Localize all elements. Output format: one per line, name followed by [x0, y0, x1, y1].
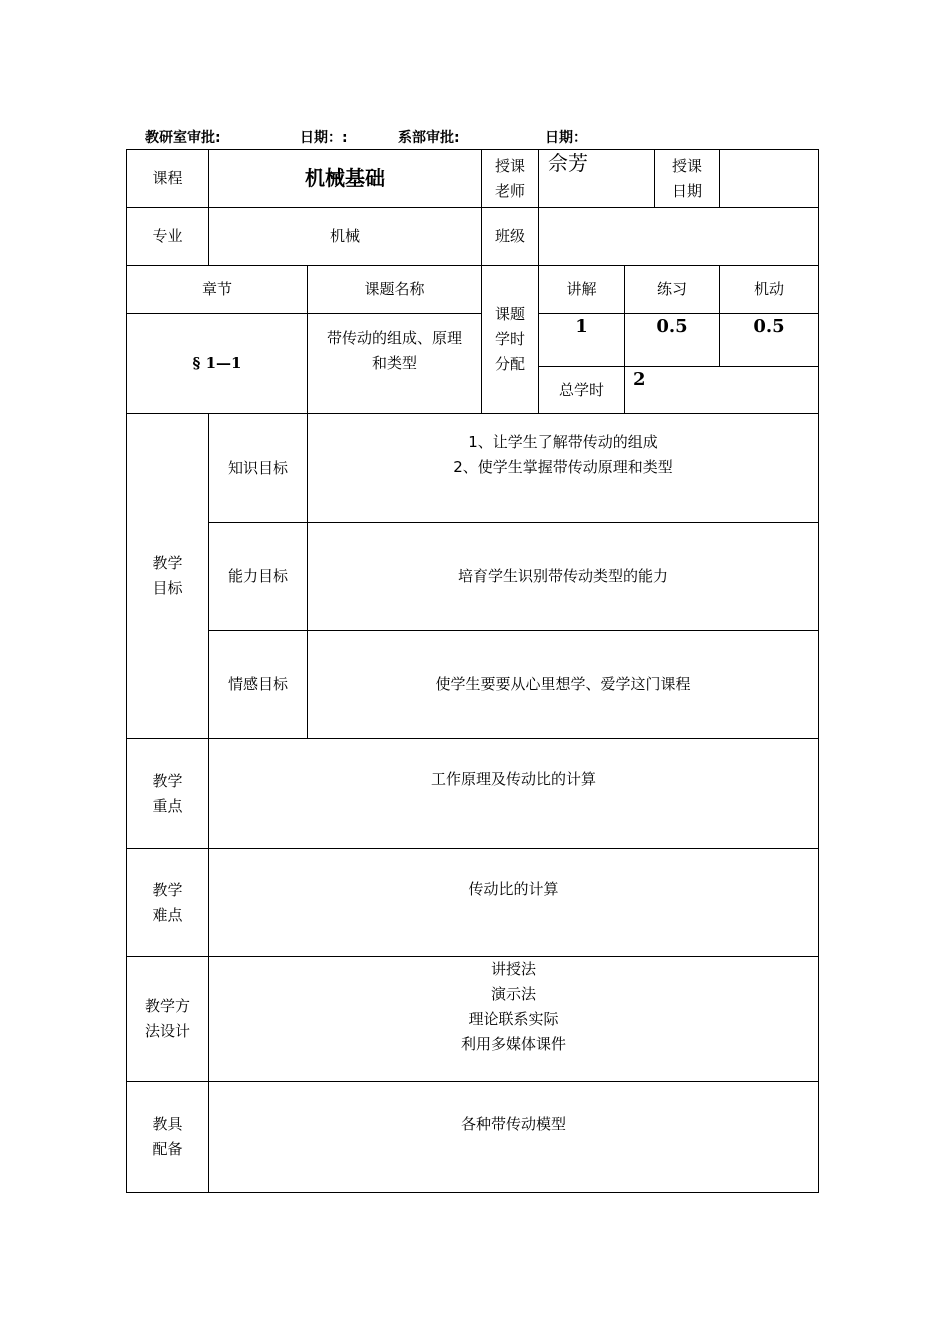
teacher-value: 佘芳 [548, 151, 588, 175]
practice-label: 练习 [624, 265, 720, 314]
methods-label-line2: 法设计 [144, 1022, 190, 1040]
hours-label-line1: 课题 [494, 305, 525, 323]
equipment-label-line2: 配备 [152, 1140, 183, 1158]
teacher-label [481, 149, 539, 208]
methods-label-line1: 教学方 [144, 997, 190, 1015]
chapter-label: 章节 [126, 265, 308, 314]
teach-date-label [654, 149, 720, 208]
major-label: 专业 [126, 207, 209, 266]
difficulties-label-line1: 教学 [152, 880, 183, 899]
methods-value-cell [208, 956, 819, 1082]
knowledge-objective-value [307, 413, 819, 523]
equipment-value-cell [208, 1081, 819, 1193]
lecture-value: 1 [538, 313, 625, 367]
topic-value [307, 313, 482, 414]
knowledge-line2: 2、使学生掌握带传动原理和类型 [453, 458, 673, 476]
class-value [538, 207, 819, 266]
emotion-objective-value: 使学生要要从心里想学、爱学这门课程 [307, 630, 819, 739]
objectives-label-line1: 教学 [152, 554, 183, 572]
ability-objective-label: 能力目标 [208, 522, 308, 631]
key-points-label-line2: 重点 [152, 796, 183, 815]
course-value: 机械基础 [208, 149, 482, 208]
knowledge-line1: 1、让学生了解带传动的组成 [468, 433, 658, 451]
teach-date-label-line1: 授课 [671, 156, 702, 175]
key-points-value: 工作原理及传动比的计算 [430, 770, 596, 788]
total-hours-label: 总学时 [538, 366, 625, 414]
key-points-value-cell [208, 738, 819, 849]
teach-date-label-line2: 日期 [671, 181, 702, 200]
topic-value-line2: 和类型 [371, 354, 417, 372]
lecture-label: 讲解 [538, 265, 625, 314]
equipment-value: 各种带传动模型 [460, 1115, 566, 1133]
chapter-value: § 1—1 [126, 313, 308, 414]
equipment-label [126, 1081, 209, 1193]
objectives-label-line2: 目标 [152, 579, 183, 597]
date-label-2: 日期： [545, 130, 587, 146]
key-points-label-line1: 教学 [152, 771, 183, 790]
total-hours-value-cell [624, 366, 819, 414]
method-item: 演示法 [490, 985, 536, 1003]
key-points-label [126, 738, 209, 849]
hours-label-line3: 分配 [494, 355, 525, 373]
difficulties-label [126, 848, 209, 957]
teacher-value-cell [538, 149, 655, 208]
emotion-objective-label: 情感目标 [208, 630, 308, 739]
method-item: 讲授法 [490, 960, 536, 978]
difficulties-value: 传动比的计算 [468, 880, 559, 898]
teacher-label-line2: 老师 [494, 181, 525, 200]
total-hours-value: 2 [633, 369, 646, 390]
teacher-label-line1: 授课 [494, 156, 525, 175]
knowledge-objective-label: 知识目标 [208, 413, 308, 523]
hours-allocation-label [481, 265, 539, 414]
equipment-label-line1: 教具 [152, 1115, 183, 1133]
topic-label: 课题名称 [307, 265, 482, 314]
office-approval-label: 教研室审批: [145, 130, 221, 146]
method-item: 利用多媒体课件 [460, 1035, 566, 1053]
difficulties-label-line2: 难点 [152, 905, 183, 924]
date-label-1: 日期：: [300, 130, 348, 146]
dept-approval-label: 系部审批: [398, 130, 460, 146]
major-value: 机械 [208, 207, 482, 266]
ability-objective-value: 培育学生识别带传动类型的能力 [307, 522, 819, 631]
hours-label-line2: 学时 [494, 330, 525, 348]
methods-label [126, 956, 209, 1082]
difficulties-value-cell [208, 848, 819, 957]
class-label: 班级 [481, 207, 539, 266]
method-item: 理论联系实际 [468, 1010, 559, 1028]
topic-value-line1: 带传动的组成、原理 [326, 329, 462, 347]
practice-value: 0.5 [624, 313, 720, 367]
teach-date-value [719, 149, 819, 208]
flexible-label: 机动 [719, 265, 819, 314]
flexible-value: 0.5 [719, 313, 819, 367]
course-label: 课程 [126, 149, 209, 208]
objectives-label [126, 413, 209, 739]
